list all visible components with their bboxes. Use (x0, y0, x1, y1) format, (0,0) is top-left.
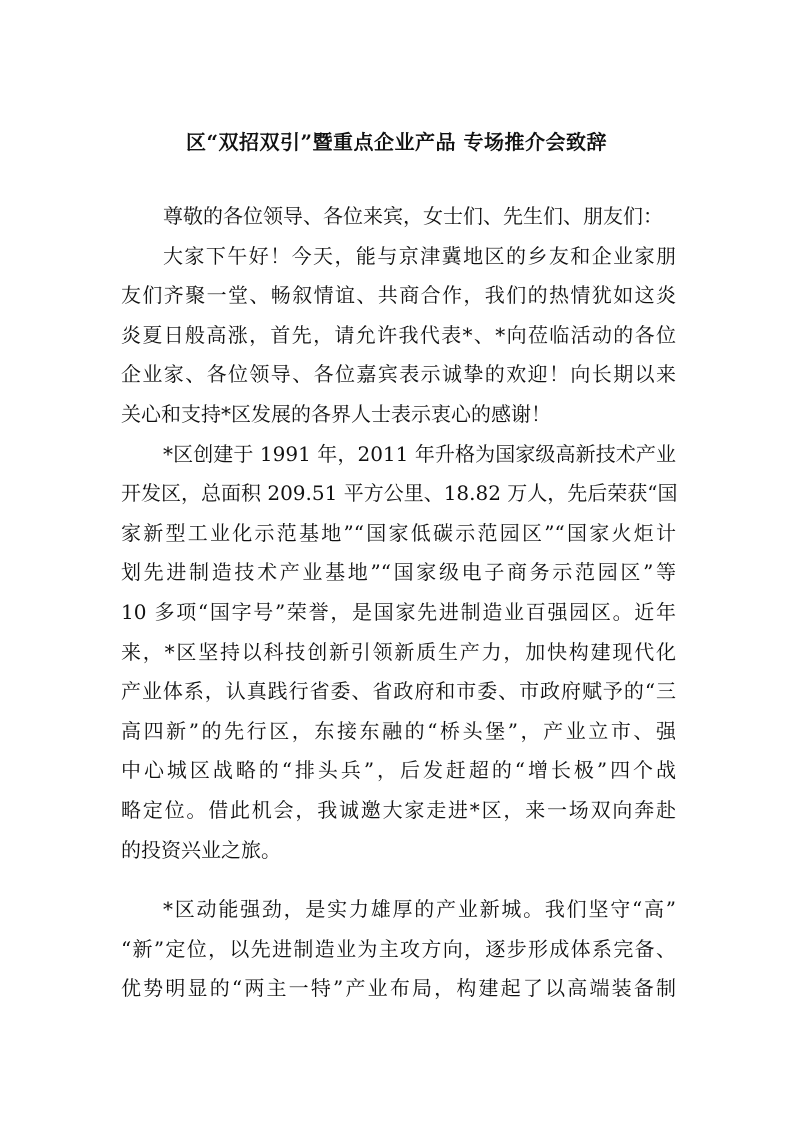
paragraph-greeting (121, 237, 676, 435)
paragraph-line: “新”定位，以先进制造业为主攻方向，逐步形成体系完备、 (121, 936, 676, 961)
document-title: 区“双招双引”暨重点企业产品 专场推介会致辞 (186, 130, 607, 154)
salutation: 尊敬的各位领导、各位来宾，女士们、先生们、朋友们： (163, 204, 663, 228)
paragraph-line: 开发区，总面积 209.51 平方公里、18.82 万人，先后荣获“国 (121, 481, 678, 506)
paragraph-line: *区动能强劲，是实力雄厚的产业新城。我们坚守“高” (163, 897, 676, 922)
paragraph-line: 划先进制造技术产业基地”“国家级电子商务示范园区”等 (121, 560, 676, 585)
paragraph-district-overview (121, 435, 676, 871)
paragraph-line: 来，*区坚持以科技创新引领新质生产力，加快构建现代化 (121, 639, 676, 664)
paragraph-line: 友们齐聚一堂、畅叙情谊、共商合作，我们的热情犹如这炎 (121, 283, 676, 308)
paragraph-line: 高四新”的先行区，东接东融的“桥头堡”，产业立市、强 (121, 718, 676, 743)
paragraph-line: *区创建于 1991 年，2011 年升格为国家级高新技术产业 (163, 441, 676, 466)
paragraph-line: 关心和支持*区发展的各界人士表示衷心的感谢！ (121, 401, 551, 426)
paragraph-line: 炎夏日般高涨，首先，请允许我代表*、*向莅临活动的各位 (121, 322, 676, 347)
paragraph-line: 10 多项“国字号”荣誉，是国家先进制造业百强园区。近年 (121, 599, 676, 624)
paragraph-line: 大家下午好！今天，能与京津冀地区的乡友和企业家朋 (163, 243, 676, 268)
paragraph-line: 的投资兴业之旅。 (121, 837, 281, 862)
paragraph-line: 略定位。借此机会，我诚邀大家走进*区，来一场双向奔赴 (121, 797, 676, 822)
paragraph-spacer (121, 870, 676, 890)
paragraph-line: 企业家、各位领导、各位嘉宾表示诚挚的欢迎！向长期以来 (121, 362, 676, 387)
document-body (121, 197, 676, 1009)
paragraph-line: 中心城区战略的“排头兵”，后发赶超的“增长极”四个战 (121, 758, 676, 783)
paragraph-industry (121, 890, 676, 1009)
paragraph-line: 产业体系，认真践行省委、省政府和市委、市政府赋予的“三 (121, 679, 676, 704)
paragraph-line: 优势明显的“两主一特”产业布局，构建起了以高端装备制 (121, 976, 676, 1001)
paragraph-line: 家新型工业化示范基地”“国家低碳示范园区”“国家火炬计 (121, 520, 676, 545)
